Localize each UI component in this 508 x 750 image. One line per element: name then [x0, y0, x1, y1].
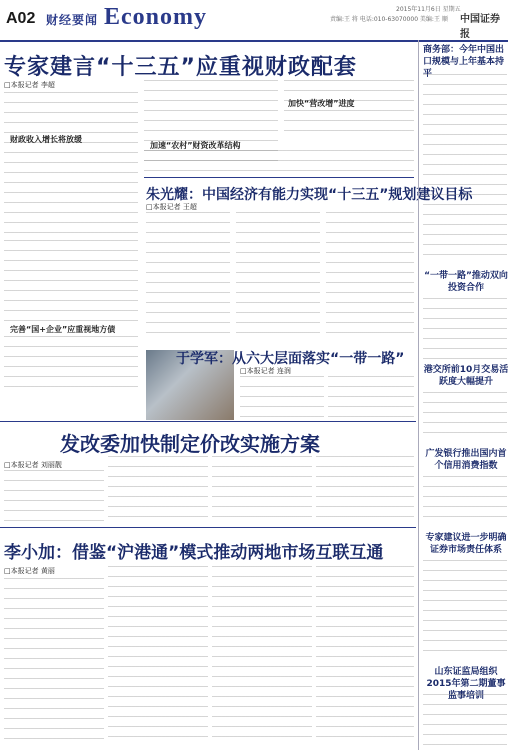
divider — [144, 177, 414, 178]
lead-headline: 专家建言“十三五”应重视财政配套 — [4, 55, 357, 80]
story5-byline: □本报记者 黄丽 — [4, 567, 55, 575]
story3-headline: 于学军：从六大层面落实“一带一路” — [176, 351, 405, 367]
story5-headline: 李小加：借鉴“沪港通”模式推动两地市场互联互通 — [4, 543, 384, 563]
newspaper-name: 中国证券报 — [460, 14, 500, 40]
lead-subhead-3: 完善“国+企业”应重视地方债 — [10, 325, 116, 334]
lead-col-3 — [284, 80, 414, 140]
story5-col-1 — [4, 578, 104, 746]
rail-headline-5: 专家建议进一步明确证券市场责任体系 — [425, 533, 507, 555]
issue-date: 2015年11月6日 星期五 — [396, 6, 461, 13]
lead-byline: □本报记者 李超 — [4, 81, 55, 89]
story3-col-1 — [240, 376, 324, 420]
story5-col-2 — [108, 566, 208, 746]
rail-headline-6: 山东证监局组织2015年第二期董事监事培训 — [426, 667, 506, 701]
divider — [0, 527, 416, 528]
rail-headline-3: 港交所前10月交易活跃度大幅提升 — [423, 365, 508, 387]
rail-text-4 — [423, 476, 507, 526]
lead-col-1b — [4, 240, 138, 330]
section-brand-word: Economy — [104, 4, 207, 30]
story2-col-2 — [236, 212, 320, 342]
story4-col-3 — [212, 456, 312, 526]
lead-col-1 — [4, 92, 138, 240]
story4-headline: 发改委加快制定价改实施方案 — [60, 432, 320, 456]
lead-col-4 — [144, 150, 414, 176]
lead-subhead-2: 加快“营改增”进度 — [288, 99, 355, 108]
right-news-rail — [418, 40, 508, 750]
story4-col-1 — [4, 470, 104, 526]
story4-col-2 — [108, 456, 208, 526]
rail-text-2 — [423, 298, 507, 360]
story2-byline: □本报记者 王超 — [146, 203, 197, 211]
editor-meta: 责编:王 将 电话:010-63070000 美编:王 顺 — [330, 16, 448, 23]
rail-headline-1: 商务部：今年中国出口规模与上年基本持平 — [423, 45, 505, 79]
divider — [0, 421, 416, 422]
lead-col-1c — [4, 336, 138, 390]
rail-text-3 — [423, 392, 507, 442]
story3-byline: □本报记者 连润 — [240, 367, 291, 375]
rail-text-6 — [423, 694, 507, 746]
page-number: A02 — [6, 10, 36, 27]
section-title: 财经要闻 — [46, 13, 99, 27]
rail-headline-4: 广发银行推出国内首个信用消费指数 — [425, 449, 507, 471]
story2-col-3 — [326, 212, 414, 342]
lead-subhead-1: 财政收入增长将放缓 — [10, 135, 82, 144]
rail-headline-2: “一带一路”推动双向投资合作 — [424, 271, 508, 293]
story2-headline: 朱光耀：中国经济有能力实现“十三五”规划建议目标 — [146, 187, 473, 203]
rail-text-1 — [423, 74, 507, 264]
story3-col-2 — [328, 376, 414, 420]
lead-subhead-4: 加速“农村”财资改革结构 — [150, 141, 241, 150]
story2-col-1 — [146, 212, 230, 342]
story5-col-4 — [316, 566, 414, 746]
rail-text-5 — [423, 560, 507, 660]
story4-byline: □本报记者 刘丽靓 — [4, 461, 62, 469]
page-header — [0, 0, 508, 42]
story4-col-4 — [316, 456, 414, 526]
story5-col-3 — [212, 566, 312, 746]
